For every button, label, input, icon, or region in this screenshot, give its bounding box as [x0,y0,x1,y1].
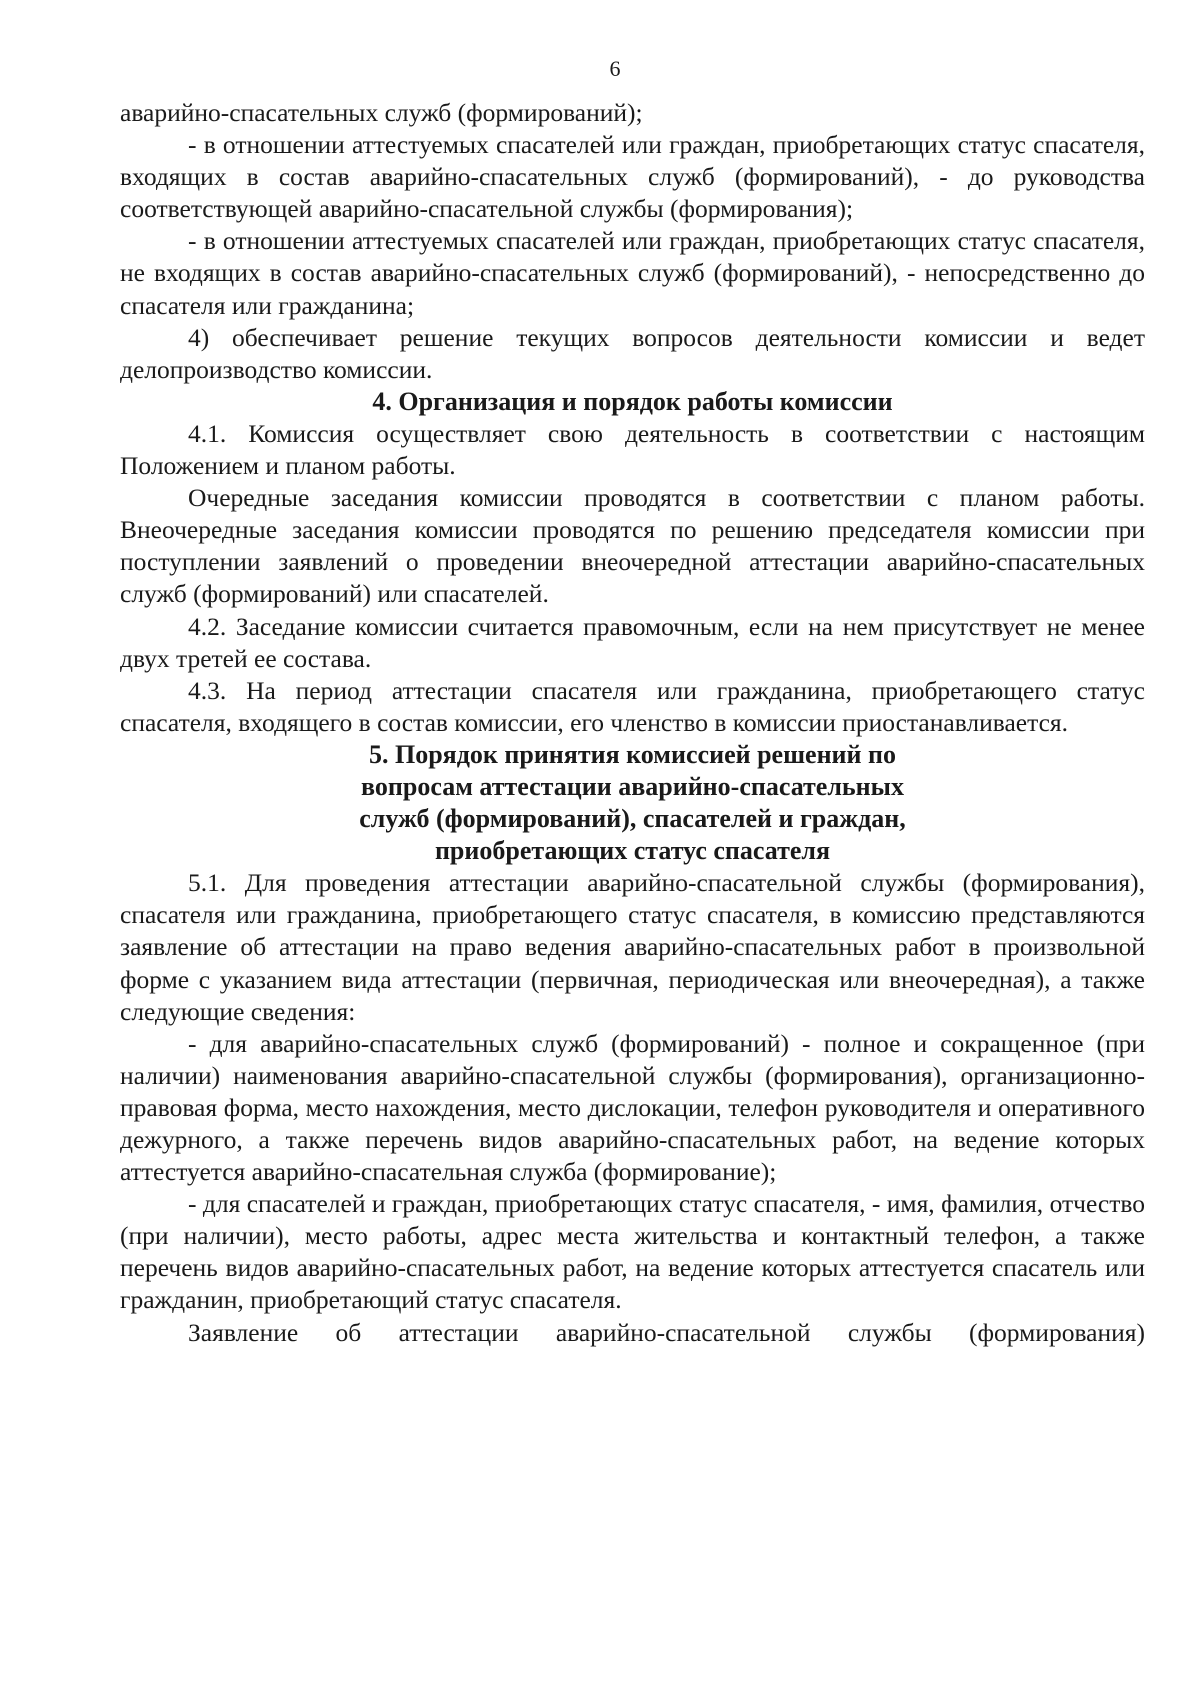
paragraph: - для аварийно-спасательных служб (формирований) - полное и сокращенное (при наличии) наименования аварийно-спасательной службы (формирования), организационно-правовая форма, место нахождения, место дислокации, телефон руководителя и оперативного дежурного, а также перечень видов аварийно-спасательных работ, на ведение которых аттестуется аварийно-спасательная служба (формирование); [120,1028,1145,1187]
paragraph: Очередные заседания комиссии проводятся в соответствии с планом работы. Внеочередные заседания комиссии проводятся по решению председателя комиссии при поступлении заявлений о проведении внеочередной аттестации аварийно-спасательных служб (формирований) или спасателей. [120,483,1145,609]
paragraph: 5.1. Для проведения аттестации аварийно-спасательной службы (формирования), спасателя или гражданина, приобретающего статус спасателя, в комиссию представляются заявление об аттестации на право ведения аварийно-спасательных работ в произвольной форме с указанием вида аттестации (первичная, периодическая или внеочередная), а также следующие сведения: [120,868,1145,1026]
paragraph: Заявление об аттестации аварийно-спасательной службы (формирования) [188,1317,1145,1347]
heading-line: вопросам аттестации аварийно-спасательных [361,771,904,801]
section-4-heading: 4. Организация и порядок работы комиссии [372,386,893,416]
paragraph: - в отношении аттестуемых спасателей или граждан, приобретающих статус спасателя, входящих в состав аварийно-спасательных служб (формирований), - до руководства соответствующей аварийно-спасательной службы (формирования); [120,130,1145,224]
paragraph: 4) обеспечивает решение текущих вопросов деятельности комиссии и ведет делопроизводство комиссии. [120,322,1145,384]
paragraph: - для спасателей и граждан, приобретающих статус спасателя, - имя, фамилия, отчество (при наличии), место работы, адрес места жительства и контактный телефон, а также перечень видов аварийно-спасательных работ, на ведение которых аттестуется спасатель или гражданин, приобретающий статус спасателя. [120,1189,1145,1315]
section-5-heading [120,739,1145,867]
paragraph: 4.1. Комиссия осуществляет свою деятельность в соответствии с настоящим Положением и планом работы. [120,418,1145,481]
paragraph: 4.3. На период аттестации спасателя или гражданина, приобретающего статус спасателя, входящего в состав комиссии, его членство в комиссии приостанавливается. [120,675,1145,737]
heading-line: 5. Порядок принятия комиссией решений по [369,739,896,769]
heading-line: приобретающих статус спасателя [434,836,831,866]
heading-line: служб (формирований), спасателей и граждан, [359,804,906,834]
document-body [120,97,1145,1349]
paragraph: аварийно-спасательных служб (формирований); [120,98,643,127]
paragraph: 4.2. Заседание комиссии считается правомочным, если на нем присутствует не менее двух третей ее состава. [120,611,1145,673]
page-number: 6 [609,56,621,81]
paragraph: - в отношении аттестуемых спасателей или граждан, приобретающих статус спасателя, не входящих в состав аварийно-спасательных служб (формирований), - непосредственно до спасателя или гражданина; [120,226,1145,320]
